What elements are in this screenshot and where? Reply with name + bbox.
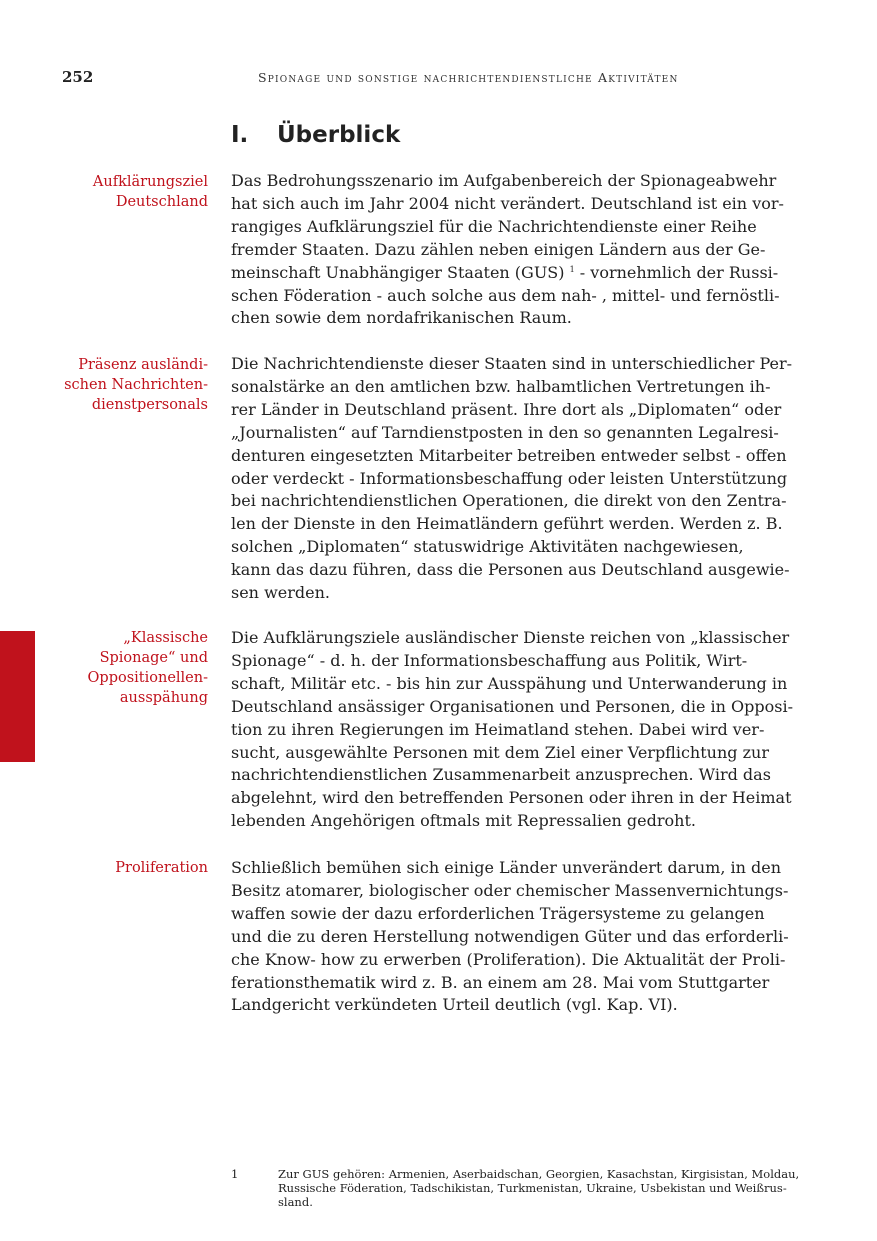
paragraph-line: Die Aufklärungsziele ausländischer Dienste reichen von „klassischer — [231, 628, 790, 647]
paragraph-line: lebenden Angehörigen oftmals mit Repressalien gedroht. — [231, 811, 696, 831]
paragraph-line: Schließlich bemühen sich einige Länder unverändert darum, in den — [231, 858, 782, 877]
paragraph-line: Landgericht verkündeten Urteil deutlich (vgl. Kap. VI). — [231, 995, 678, 1015]
footnote-reference[interactable]: 1 — [569, 264, 575, 274]
margin-note-line: Spionage“ und — [99, 650, 208, 666]
paragraph-line: waffen sowie der dazu erforderlichen Trägersysteme zu gelangen — [231, 903, 765, 923]
paragraph-line: sonalstärke an den amtlichen bzw. halbamtlichen Vertretungen ih- — [231, 376, 771, 396]
paragraph-line: Die Nachrichtendienste dieser Staaten sind in unterschiedlicher Per- — [231, 354, 793, 373]
margin-note-line: Proliferation — [115, 860, 208, 876]
margin-note-line: dienstpersonals — [91, 397, 208, 413]
paragraph-line-with-footnote — [231, 262, 791, 285]
paragraph-line: und die zu deren Herstellung notwendigen Güter und das erforderli- — [231, 926, 789, 946]
paragraph-line: Das Bedrohungsszenario im Aufgabenbereich der Spionageabwehr — [231, 171, 777, 190]
paragraph-line: Deutschland ansässiger Organisationen und Personen, die in Opposi- — [231, 696, 794, 716]
page-number: 252 — [62, 68, 94, 86]
paragraph-line: ferationsthematik wird z. B. an einem am 28. Mai vom Stuttgarter — [231, 972, 770, 992]
running-header: Spionage und sonstige nachrichtendienstliche Aktivitäten — [258, 70, 679, 85]
paragraph-line: sen werden. — [231, 583, 330, 603]
paragraph-line: fremder Staaten. Dazu zählen neben einigen Ländern aus der Ge- — [231, 239, 766, 259]
margin-note-line: Oppositionellen- — [87, 670, 208, 686]
paragraph-3 — [231, 627, 794, 833]
paragraph-line: schen Föderation - auch solche aus dem nah- , mittel- und fernöstli- — [231, 285, 780, 305]
margin-note-line: ausspähung — [119, 690, 208, 706]
chapter-tab-marker — [0, 631, 35, 762]
margin-note-line: Aufklärungsziel — [92, 174, 208, 190]
footnote-line: Zur GUS gehören: Armenien, Aserbaidschan, Georgien, Kasachstan, Kirgisistan, Moldau, — [278, 1167, 800, 1181]
paragraph-line: hat sich auch im Jahr 2004 nicht verändert. Deutschland ist ein vor- — [231, 193, 784, 213]
paragraph-line: Spionage“ - d. h. der Informationsbeschaffung aus Politik, Wirt- — [231, 650, 748, 670]
margin-note-praesenz — [48, 355, 208, 415]
footnote-line: Russische Föderation, Tadschikistan, Turkmenistan, Ukraine, Usbekistan und Weißrus- — [278, 1181, 787, 1195]
footnote-line: sland. — [278, 1195, 313, 1209]
paragraph-line-tail: - vornehmlich der Russi- — [574, 262, 779, 282]
paragraph-line: che Know- how zu erwerben (Proliferation). Die Aktualität der Proli- — [231, 949, 786, 969]
paragraph-line: denturen eingesetzten Mitarbeiter betreiben entweder selbst - offen — [231, 445, 787, 465]
paragraph-line: bei nachrichtendienstlichen Operationen, die direkt von den Zentra- — [231, 491, 787, 511]
paragraph-line: kann das dazu führen, dass die Personen aus Deutschland ausgewie- — [231, 560, 790, 580]
paragraph-line-text: meinschaft Unabhängiger Staaten (GUS) — [231, 262, 565, 282]
margin-note-line: schen Nachrichten- — [64, 377, 208, 393]
paragraph-4 — [231, 857, 791, 1017]
paragraph-line: „Journalisten“ auf Tarndienstposten in den so genannten Legalresi- — [231, 422, 779, 442]
footnote-text — [278, 1167, 800, 1209]
section-heading: Überblick — [277, 122, 401, 148]
paragraph-1 — [231, 170, 791, 330]
margin-note-line: Deutschland — [115, 194, 208, 210]
section-number: I. — [231, 122, 249, 148]
paragraph-line: len der Dienste in den Heimatländern geführt werden. Werden z. B. — [231, 514, 783, 534]
paragraph-line: solchen „Diplomaten“ statuswidrige Aktivitäten nachgewiesen, — [231, 537, 744, 557]
margin-note-aufklaerungsziel — [48, 172, 208, 212]
paragraph-line: abgelehnt, wird den betreffenden Personen oder ihren in der Heimat — [231, 788, 792, 808]
paragraph-line: Besitz atomarer, biologischer oder chemischer Massenvernichtungs- — [231, 880, 789, 900]
paragraph-line: nachrichtendienstlichen Zusammenarbeit anzusprechen. Wird das — [231, 765, 771, 785]
section-title — [231, 122, 400, 148]
paragraph-line: tion zu ihren Regierungen im Heimatland stehen. Dabei wird ver- — [231, 719, 765, 739]
paragraph-line: sucht, ausgewählte Personen mit dem Ziel einer Verpflichtung zur — [231, 742, 769, 762]
paragraph-line: chen sowie dem nordafrikanischen Raum. — [231, 308, 572, 328]
paragraph-line: rangiges Aufklärungsziel für die Nachrichtendienste einer Reihe — [231, 216, 757, 236]
margin-note-klassische-spionage — [48, 628, 208, 708]
footnote-number: 1 — [231, 1167, 239, 1181]
margin-note-line: Präsenz ausländi- — [78, 357, 208, 373]
paragraph-line: oder verdeckt - Informationsbeschaffung oder leisten Unterstützung — [231, 468, 788, 488]
paragraph-line: schaft, Militär etc. - bis hin zur Ausspähung und Unterwanderung in — [231, 673, 788, 693]
paragraph-2 — [231, 353, 791, 605]
paragraph-line: rer Länder in Deutschland präsent. Ihre dort als „Diplomaten“ oder — [231, 399, 782, 419]
margin-note-proliferation — [48, 858, 208, 878]
margin-note-line: „Klassische — [123, 630, 208, 646]
